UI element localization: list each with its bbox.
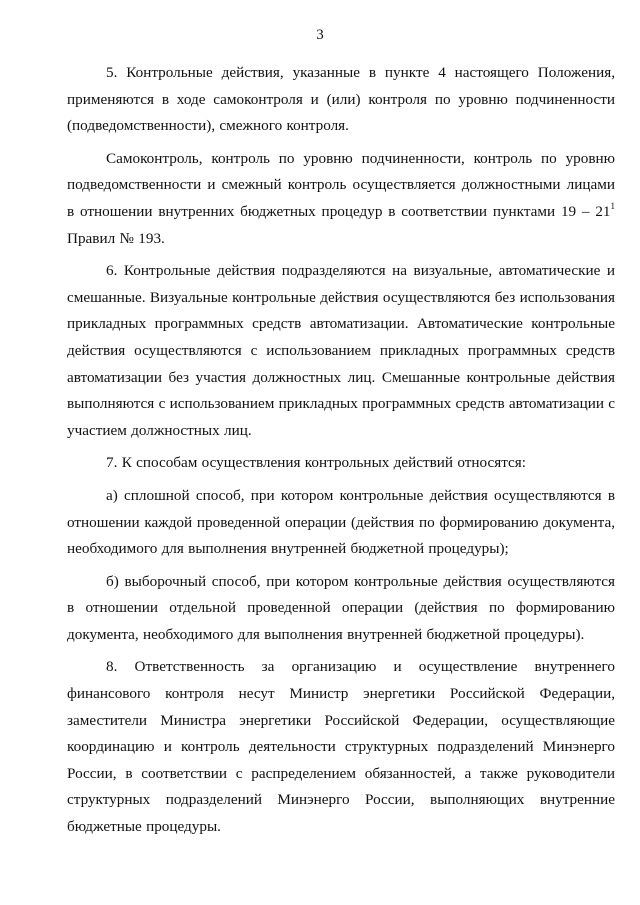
points-range <box>560 200 616 220</box>
paragraph-5-self-control <box>67 146 615 252</box>
page-number: 3 <box>316 27 324 43</box>
paragraph-7: 7. К способам осуществления контрольных действий относятся: <box>106 454 526 472</box>
points-range-text: 19 – 21 <box>560 202 611 220</box>
footnote-superscript: 1 <box>610 200 616 211</box>
paragraph-7a: а) сплошной способ, при котором контрольные действия осуществляются в отношении каждой проведенной операции (действия по формированию документа, необходимого для выполнения внутренней бюджетной процедуры); <box>67 486 615 558</box>
paragraph-8: 8. Ответственность за организацию и осуществление внутреннего финансового контроля несут Министр энергетики Российской Федерации, заместители Министра энергетики Российской Федерации, осуществляющие координацию и контроль деятельности структурных подразделений Минэнерго России, в соответствии с распределением обязанностей, а также руководители структурных подразделений Минэнерго России, выполняющих внутренние бюджетные процедуры. <box>67 658 615 836</box>
paragraph-5: 5. Контрольные действия, указанные в пункте 4 настоящего Положения, применяются в ходе самоконтроля и (или) контроля по уровню подчиненности (подведомственности), смежного контроля. <box>67 64 615 135</box>
rules-reference: Правил № 193. <box>67 229 165 247</box>
paragraph-7b: б) выборочный способ, при котором контрольные действия осуществляются в отношении отдельной проведенной операции (действия по формированию документа, необходимого для выполнения внутренней бюджетной процедуры). <box>67 572 615 643</box>
paragraph-5-self-control-text: Самоконтроль, контроль по уровню подчиненности, контроль по уровню подведомственности и смежный контроль осуществляется должностными лицами в отношении внутренних бюджетных процедур в соответствии пунктами <box>67 149 615 220</box>
document-body <box>67 60 615 841</box>
paragraph-6: 6. Контрольные действия подразделяются на визуальные, автоматические и смешанные. Визуальные контрольные действия осуществляются без использования прикладных программных средств автоматизации. Автоматические контрольные действия осуществляются с использованием прикладных программных средств автоматизации без участия должностных лиц. Смешанные контрольные действия выполняются с использованием прикладных программных средств автоматизации с участием должностных лиц. <box>67 262 615 439</box>
